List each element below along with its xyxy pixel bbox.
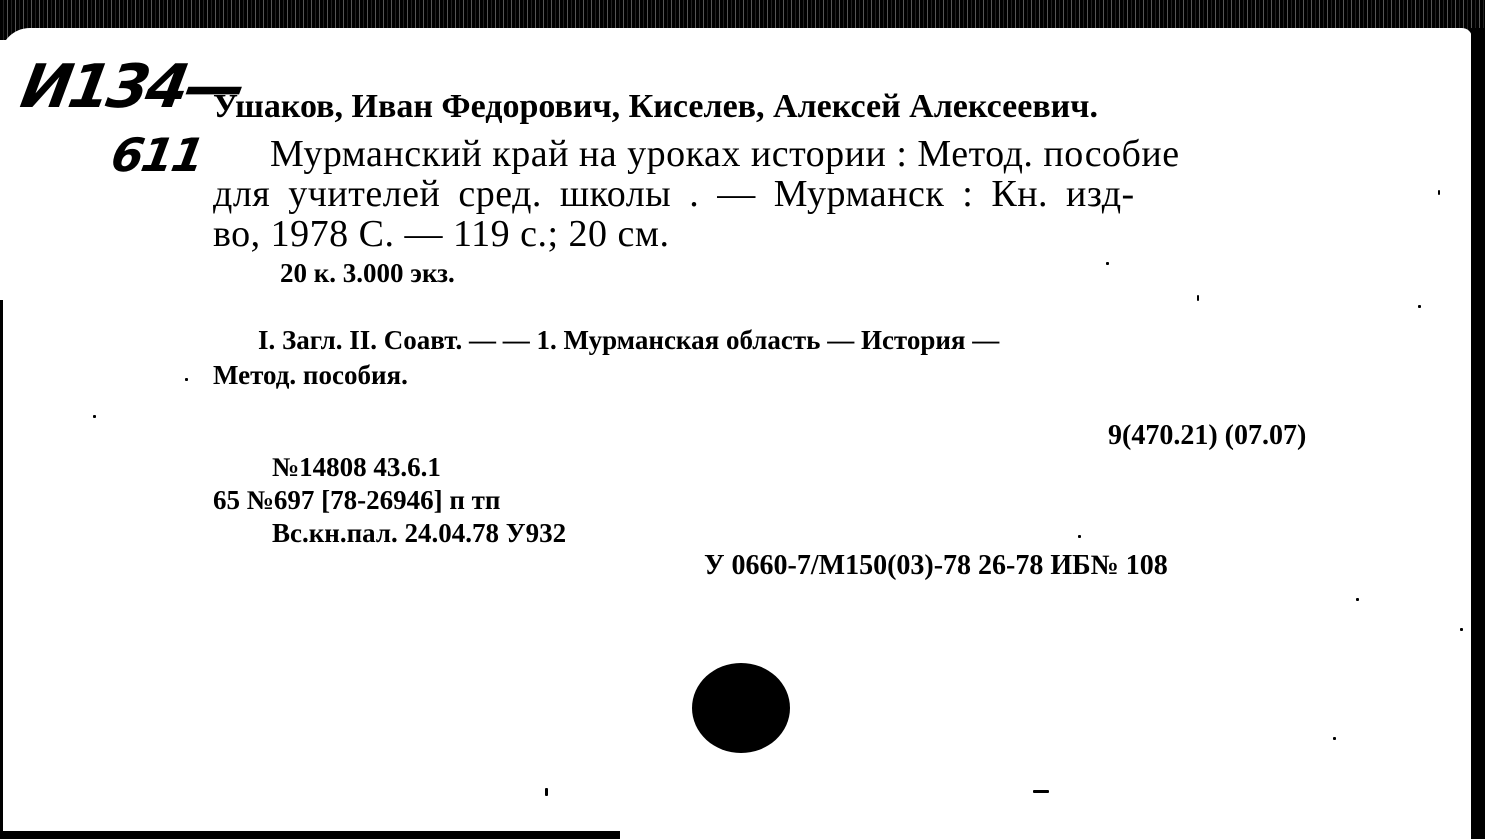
title-line-2: для учителей сред. школы . — Мурманск : Кн. изд- <box>213 173 1135 215</box>
scan-speck <box>1356 598 1359 601</box>
record-number-line-1: №14808 43.6.1 <box>272 452 441 482</box>
record-number-line-2: 65 №697 [78-26946] п тп <box>213 485 501 515</box>
handwritten-shelfmark: И134— <box>15 52 249 122</box>
title-line-1: Мурманский край на уроках истории : Метод. пособие <box>270 133 1180 175</box>
price-print-run: 20 к. 3.000 экз. <box>280 258 455 288</box>
scan-speck <box>1033 790 1049 793</box>
scan-right-edge <box>1471 28 1485 839</box>
scan-speck <box>1106 262 1109 265</box>
scan-speck <box>1197 295 1199 301</box>
scan-left-edge <box>0 300 3 839</box>
title-line-3: во, 1978 С. — 119 с.; 20 см. <box>213 213 670 255</box>
card-punch-hole <box>692 663 790 753</box>
scan-speck <box>1438 190 1440 195</box>
scan-speck <box>185 378 188 381</box>
subject-headings-line-2: Метод. пособия. <box>213 360 408 390</box>
scan-speck <box>1078 535 1081 538</box>
scan-speck <box>545 788 548 796</box>
scan-speck <box>1460 628 1463 631</box>
record-number-line-3: Вс.кн.пал. 24.04.78 У932 <box>272 518 567 548</box>
record-number-line-4: У 0660-7/М150(03)-78 26-78 ИБ№ 108 <box>704 550 1168 581</box>
subject-headings-line-1: I. Загл. II. Соавт. — — 1. Мурманская область — История — <box>258 325 1000 355</box>
classification-index: 9(470.21) (07.07) <box>1108 420 1307 451</box>
scan-speck <box>93 415 96 418</box>
handwritten-number: 611 <box>107 128 207 182</box>
card-heading-authors: Ушаков, Иван Федорович, Киселев, Алексей Алексеевич. <box>213 88 1098 125</box>
scan-speck <box>1418 305 1421 308</box>
scan-bottom-edge <box>0 831 620 839</box>
scan-speck <box>1333 737 1336 740</box>
